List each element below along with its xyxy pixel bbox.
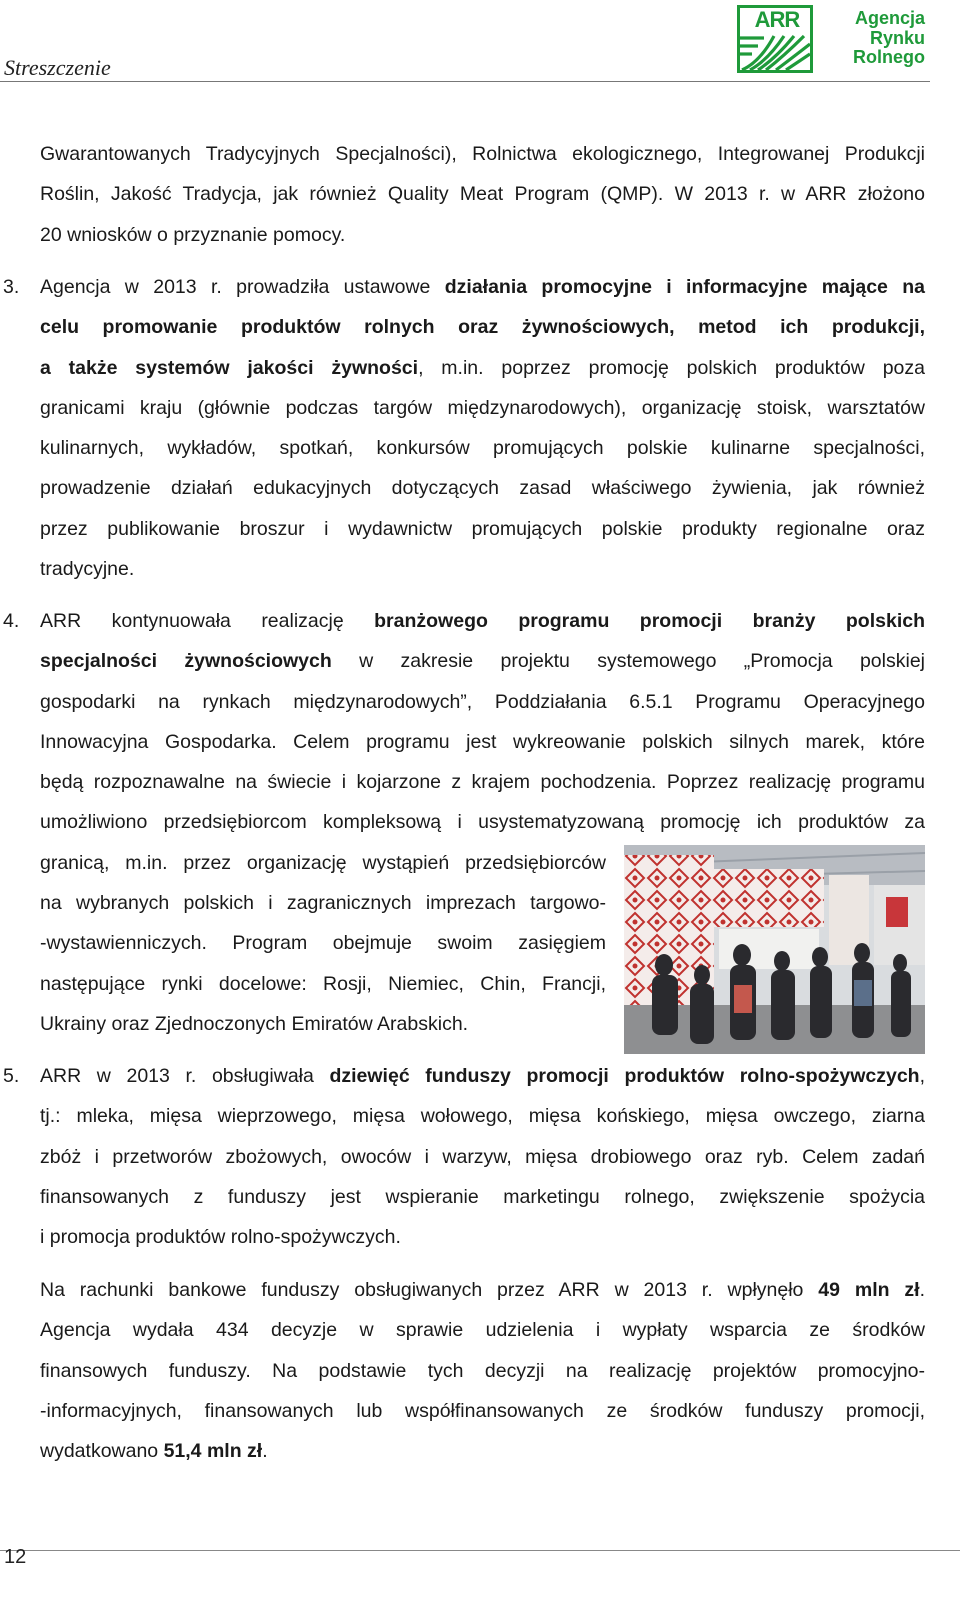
intro-paragraph [40,134,925,255]
text-column-narrow [40,843,606,1044]
text-span: ARR kontynuowała realizację [40,610,375,632]
text-line: granicami kraju (głównie podczas targów międzynarodowych), organizację stoisk, warsztatów [40,396,925,419]
bold-text: 51,4 mln zł [163,1440,263,1463]
text-span: wydatkowano [40,1440,164,1463]
text-line: Ukrainy oraz Zjednoczonych Emiratów Arabskich. [40,1012,469,1035]
bold-text: branżowego programu promocji branży polskich [374,610,925,632]
text-line [40,348,925,388]
list-number: 4. [3,610,20,632]
text-line: finansowanych z funduszy jest wspieranie marketingu rolnego, zwiększenie spożycia [40,1185,925,1208]
trade-fair-photo [624,845,925,1054]
text-line [40,641,925,681]
list-item-5 [40,1056,925,1257]
text-line: -informacyjnych, finansowanych lub współfinansowanych ze środków funduszy promocji, [40,1399,925,1422]
bold-text: dziewięć funduszy promocji produktów rolno-spożywczych [329,1065,920,1087]
text-line: 20 wniosków o przyznanie pomocy. [40,223,346,246]
logo-wordmark [821,9,925,68]
text-line: gospodarki na rynkach międzynarodowych”, Poddziałania 6.5.1 Programu Operacyjnego [40,690,925,713]
text-line: następujące rynki docelowe: Rosji, Niemiec, Chin, Francji, [40,972,606,995]
text-line: będą rozpoznawalne na świecie i kojarzone z krajem pochodzenia. Poprzez realizację programu [40,771,925,794]
field-stripes-icon [740,32,810,72]
text-line: Agencja wydała 434 decyzje w sprawie udzielenia i wypłaty wsparcia ze środków [40,1319,925,1342]
text-span: . [262,1440,268,1463]
text-line: tradycyjne. [40,558,135,581]
trade-fair-illustration [624,845,925,1054]
text-span: , m.in. poprzez promocję polskich produktów poza [418,356,925,379]
list-item-3 [40,267,925,589]
header-divider [0,81,930,82]
list-number: 5. [3,1065,20,1087]
text-line: umożliwiono przedsiębiorcom kompleksową i usystematyzowaną promocję ich produktów za [40,811,925,834]
footer-divider [0,1550,960,1551]
bold-text: a także systemów jakości żywności [40,356,419,379]
text-span: , [919,1065,925,1087]
text-span: Na rachunki bankowe funduszy obsługiwanych przez ARR w 2013 r. wpłynęło [40,1279,819,1301]
text-line [40,267,925,307]
text-line: kulinarnych, wykładów, spotkań, konkursów promujących polskie kulinarne specjalności, [40,437,925,460]
logo-word: Rolnego [853,47,925,67]
text-line: i promocja produktów rolno-spożywczych. [40,1226,401,1249]
bold-text: 49 mln zł [818,1279,920,1301]
header-title: Streszczenie [4,55,111,80]
text-span: . [919,1279,925,1301]
logo-box [737,5,813,73]
arr-logo [737,5,925,75]
text-line: -wystawienniczych. Program obejmuje swoim zasięgiem [40,932,606,955]
text-line: Innowacyjna Gospodarka. Celem programu jest wykreowanie polskich silnych marek, które [40,730,925,753]
text-span: Agencja w 2013 r. prowadziła ustawowe [40,276,445,298]
text-line [40,1270,925,1310]
list-number: 3. [3,276,20,298]
text-span: ARR w 2013 r. obsługiwała [40,1065,330,1087]
text-line: Gwarantowanych Tradycyjnych Specjalności), Rolnictwa ekologicznego, Integrowanej Produkcji [40,143,925,165]
text-line: prowadzenie działań edukacyjnych dotyczących zasad właściwego żywienia, jak również [40,477,925,500]
logo-word: Rynku [869,27,925,48]
logo-word: Agencja [854,8,925,28]
text-line: Roślin, Jakość Tradycja, jak również Quality Meat Program (QMP). W 2013 r. w ARR złożono [40,183,925,206]
page-number: 12 [4,1546,27,1568]
text-line: finansowych funduszy. Na podstawie tych decyzji na realizację projektów promocyjno- [40,1359,925,1382]
text-span: w zakresie projektu systemowego „Promocja polskiej [331,650,925,673]
text-line: zbóż i przetworów zbożowych, owoców i warzyw, mięsa drobiowego oraz ryb. Celem zadań [40,1145,925,1168]
text-line: na wybranych polskich i zagranicznych imprezach targowo- [40,892,606,915]
text-line: tj.: mleka, mięsa wieprzowego, mięsa wołowego, mięsa końskiego, mięsa owczego, ziarna [40,1105,925,1128]
text-line: granicą, m.in. przez organizację wystąpień przedsiębiorców [40,851,606,874]
logo-abbr: ARR [754,7,800,32]
funds-paragraph [40,1270,925,1471]
text-line [40,307,925,347]
text-line [40,1056,925,1096]
text-line [40,1431,925,1471]
bold-text: specjalności żywnościowych [40,650,332,673]
bold-text: celu promowanie produktów rolnych oraz żywnościowych, metod ich produkcji, [40,316,925,339]
bold-text: działania promocyjne i informacyjne mające na [444,276,925,298]
text-line [40,601,925,641]
text-line: przez publikowanie broszur i wydawnictw promujących polskie produkty regionalne oraz [40,517,925,540]
